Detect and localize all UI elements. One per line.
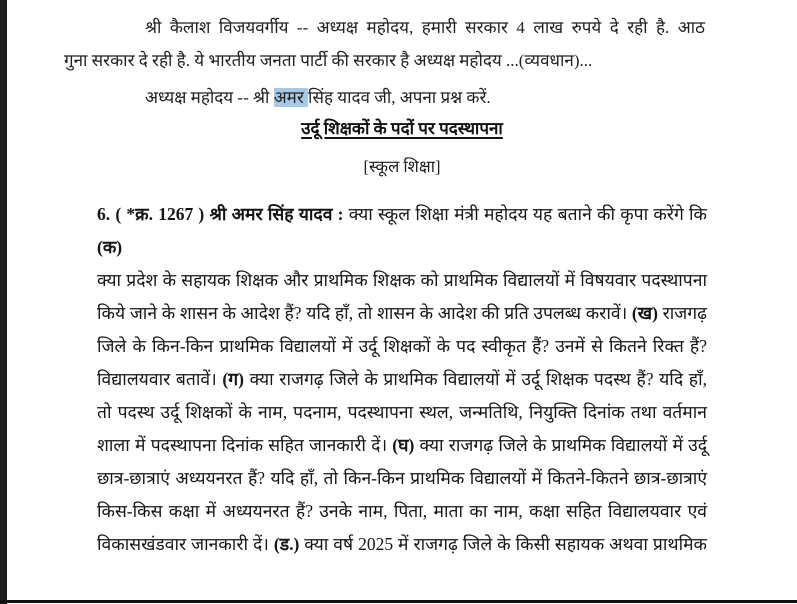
text-segment: विद्यालयवार बतावें। xyxy=(97,369,223,389)
text-segment: विकासखंडवार जानकारी दें। xyxy=(97,534,274,554)
text-segment: सिंह यादव जी, अपना प्रश्न करें. xyxy=(308,88,491,107)
question-title xyxy=(7,117,797,141)
question-title-text: उर्दू शिक्षकों के पदों पर पदस्थापना xyxy=(301,119,503,138)
text-line xyxy=(64,11,705,44)
text-segment: छात्र-छात्राएं अध्ययनरत हैं? यदि हाँ, तो किन-किन प्राथमिक विद्यालयों में कितने-कितने छात्र-छात्राएं xyxy=(97,468,707,488)
text-line xyxy=(97,330,707,363)
text-line xyxy=(97,264,707,297)
text-line xyxy=(97,462,707,495)
department-label: [स्कूल शिक्षा] xyxy=(363,157,441,176)
text-segment: गुना सरकार दे रही है. ये भारतीय जनता पार्टी की सरकार है अध्यक्ष महोदय ...(व्यवधान)... xyxy=(64,51,593,70)
text-segment: अध्यक्ष महोदय -- श्री xyxy=(145,88,274,107)
text-line xyxy=(97,396,707,429)
text-segment: (ड.) xyxy=(273,534,300,554)
text-line xyxy=(97,297,707,330)
text-segment: (ख) xyxy=(631,303,658,323)
text-segment: क्या राजगढ़ जिले के प्राथमिक विद्यालयों में उर्दू शिक्षक पदस्थ हैं? यदि हाँ, xyxy=(243,369,707,389)
viewer-left-edge xyxy=(0,0,7,604)
text-segment: तो पदस्थ उर्दू शिक्षकों के नाम, पदनाम, पदस्थापना स्थल, जन्मतिथि, नियुक्ति दिनांक तथा वर्तमान xyxy=(97,402,707,422)
text-segment: क्या राजगढ़ जिले के प्राथमिक विद्यालयों में उर्दू xyxy=(414,435,707,455)
text-segment: किये जाने के शासन के आदेश हैं? यदि हाँ, तो शासन के आदेश की प्रति उपलब्ध करावें। xyxy=(97,303,632,323)
text-segment: जिले के किन-किन प्राथमिक विद्यालयों में उर्दू शिक्षकों के पद स्वीकृत हैं? उनमें से कितने रिक्त हैं? xyxy=(97,336,707,356)
text-line xyxy=(97,495,707,528)
text-segment: (क) xyxy=(97,237,123,257)
proceedings-dialogue xyxy=(64,11,705,114)
text-segment: राजगढ़ xyxy=(657,303,707,323)
text-segment: शाला में पदस्थापना दिनांक सहित जानकारी दें। xyxy=(97,435,393,455)
text-segment: क्या स्कूल शिक्षा मंत्री महोदय यह बताने की कृपा करेंगे कि xyxy=(348,204,707,224)
text-segment: (घ) xyxy=(392,435,415,455)
text-line xyxy=(97,528,707,561)
question-paragraph xyxy=(97,198,707,561)
text-line xyxy=(97,198,707,264)
text-segment: श्री कैलाश विजयवर्गीय -- अध्यक्ष महोदय, हमारी सरकार 4 लाख रुपये दे रही है. आठ xyxy=(145,18,705,37)
text-segment: किस-किस कक्षा में अध्ययनरत हैं? उनके नाम, पिता, माता का नाम, कक्षा सहित विद्यालयवार एवं xyxy=(97,501,707,521)
text-line xyxy=(64,81,705,114)
text-segment: 6. ( *क्र. 1267 ) श्री अमर सिंह यादव : xyxy=(97,204,349,224)
find-highlight: अमर xyxy=(273,88,309,107)
viewer-bottom-edge xyxy=(0,600,797,603)
text-line xyxy=(64,44,705,77)
text-line xyxy=(97,363,707,396)
text-segment: क्या प्रदेश के सहायक शिक्षक और प्राथमिक शिक्षक को प्राथमिक विद्यालयों में विषयवार पदस्थापना xyxy=(97,270,707,290)
text-line xyxy=(97,429,707,462)
text-segment: (ग) xyxy=(222,369,244,389)
text-segment: क्या वर्ष 2025 में राजगढ़ जिले के किसी सहायक अथवा प्राथमिक xyxy=(299,534,708,554)
